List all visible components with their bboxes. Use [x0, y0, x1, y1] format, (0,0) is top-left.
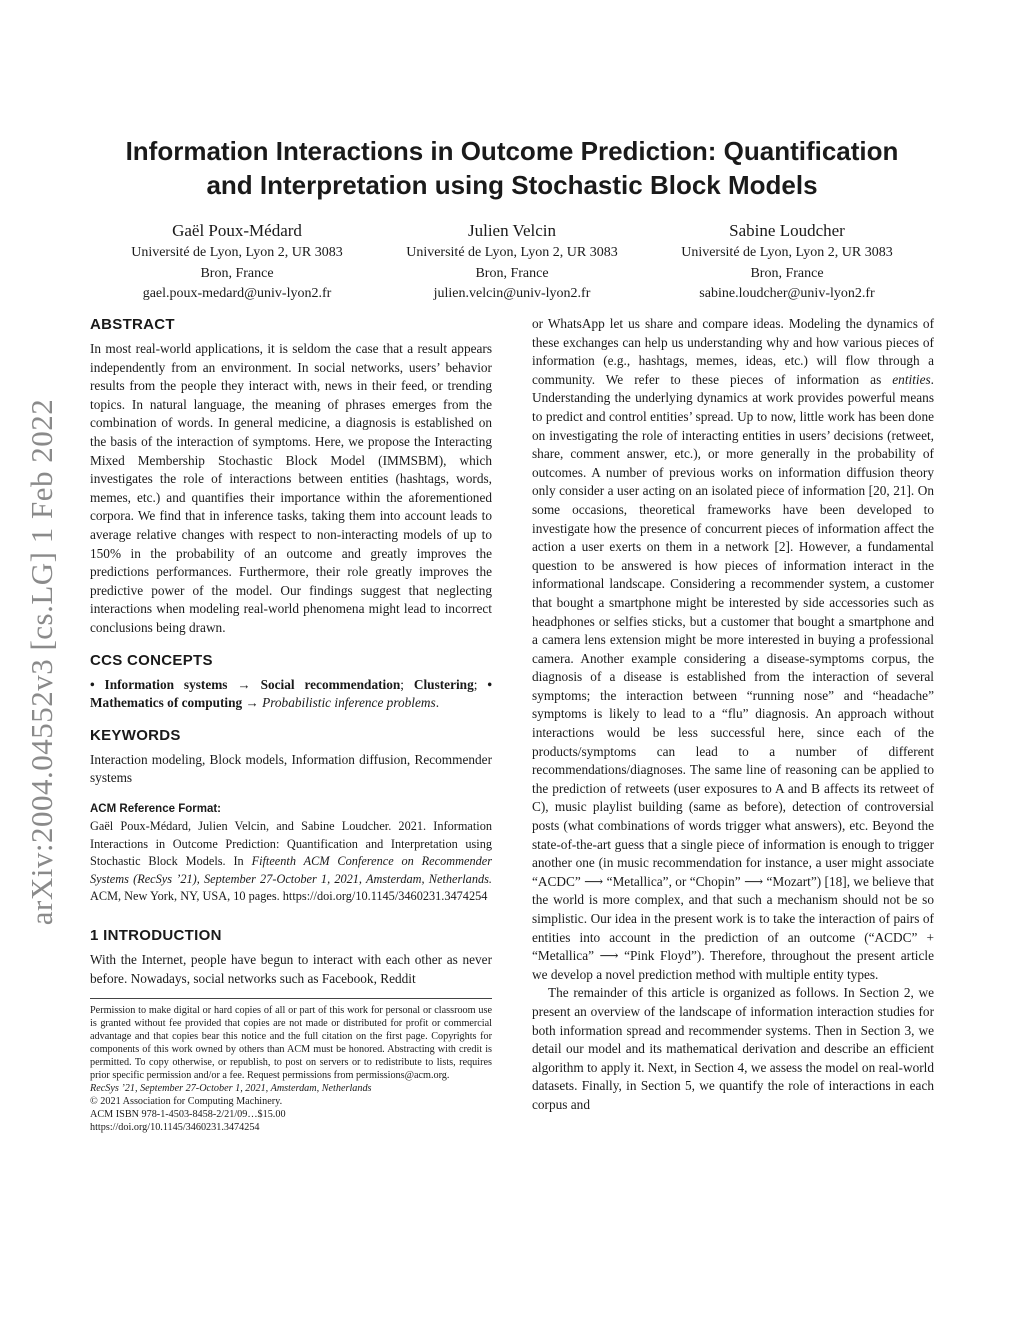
- author-name: Sabine Loudcher: [729, 221, 845, 240]
- ccs-arrow: →: [242, 695, 263, 711]
- emphasis: entities: [892, 371, 931, 387]
- footnote: [90, 998, 492, 1134]
- ccs-concept: • Mathematics of computing: [90, 676, 492, 711]
- acm-reference-heading: ACM Reference Format:: [90, 802, 221, 815]
- introduction-heading: 1 INTRODUCTION: [90, 926, 222, 944]
- ccs-concept: Clustering: [413, 676, 474, 692]
- doi-line: https://doi.org/10.1145/3460231.3474254: [90, 1122, 260, 1134]
- right-column: [532, 315, 934, 1115]
- ccs-separator: ;: [400, 676, 414, 692]
- copyright-line: © 2021 Association for Computing Machinery.: [90, 1096, 283, 1108]
- ccs-separator: ;: [473, 676, 488, 692]
- keywords-heading: KEYWORDS: [90, 726, 181, 744]
- author-email: gael.poux-medard@univ-lyon2.fr: [142, 286, 332, 302]
- author-name: Julien Velcin: [468, 221, 556, 240]
- author-block: [97, 219, 377, 305]
- ccs-concept: • Information systems → Social recommendation: [90, 676, 401, 692]
- introduction-paragraph: The remainder of this article is organized as follows. In Section 2, we present an overview of the landscape of information interaction studies for both information spread and recommender systems. Then in Section 3, we detail our model and its mathematical derivation and describe an efficient algorithm to apply it. Next, in Section 4, we assess the model on real-world datasets. Finally, in Section 5, we quantify the role of interactions in each corpus and: [532, 985, 934, 1112]
- text-run: or WhatsApp let us share and compare ideas. Modeling the dynamics of these exchanges can help us understanding why and how various pieces of information (e.g., hashtags, memes, ideas, etc.) will flow through a community. We refer to these pieces of information as: [532, 316, 934, 387]
- title-line-1: Information Interactions in Outcome Prediction: Quantification: [125, 136, 899, 166]
- author-name: Gaël Poux-Médard: [172, 221, 302, 240]
- ccs-concepts: [90, 676, 492, 713]
- isbn-line: ACM ISBN 978-1-4503-8458-2/21/09…$15.00: [90, 1109, 286, 1121]
- permission-notice: Permission to make digital or hard copies of all or part of this work for personal or classroom use is granted without fee provided that copies are not made or distributed for profit or commercial advantage and that copies bear this notice and the full citation on the first page. Copyrights for components of this work owned by others than ACM must be honored. Abstracting with credit is permitted. To copy otherwise, or republish, to post on servers or to redistribute to lists, requires prior specific permission and/or a fee. Request permissions from permissions@acm.org.: [90, 1005, 492, 1082]
- author-affiliation: Université de Lyon, Lyon 2, UR 3083: [681, 245, 893, 260]
- keywords-text: Interaction modeling, Block models, Information diffusion, Recommender systems: [90, 751, 492, 786]
- author-affiliation: Université de Lyon, Lyon 2, UR 3083: [406, 245, 618, 260]
- conference-line: [90, 1082, 492, 1095]
- author-affiliation: Université de Lyon, Lyon 2, UR 3083: [131, 245, 343, 260]
- acm-reference-part: Gaël Poux-Médard, Julien Velcin, and Sabine Loudcher. 2021. Information Interactions in Outcome Prediction: Quantification and Interpretation using Stochastic Block Models. In: [90, 819, 492, 869]
- author-email: julien.velcin@univ-lyon2.fr: [433, 286, 591, 302]
- ccs-end: .: [435, 695, 440, 711]
- abstract-text: In most real-world applications, it is seldom the case that a result appears independently from an environment. In social networks, users’ behavior results from the people they interact with, news in their feed, or trending topics. In natural language, the meaning of phrases emerges from the combination of words. In general medicine, a diagnosis is established on the basis of the interaction of symptoms. Here, we propose the Interacting Mixed Membership Stochastic Block Model (IMMSBM), which investigates the role of interactions between entities (hashtags, words, memes, etc.) and quantifies their importance within the aforementioned corpora. We find that in inference tasks, taking them into account leads to average relative changes with respect to non-interacting models of up to 150% in the probability of an outcome and greatly improves the predictions performances. Furthermore, their role greatly improves the predictive power of the model. Our findings suggest that neglecting interactions when modeling real-world phenomena might lead to incorrect conclusions being drawn.: [90, 341, 492, 635]
- acm-reference-part: ACM, New York, NY, USA, 10 pages. https://doi.org/10.1145/3460231.3474254: [90, 889, 488, 904]
- abstract-heading: ABSTRACT: [90, 316, 175, 333]
- author-location: Bron, France: [750, 265, 824, 281]
- title-line-2: and Interpretation using Stochastic Block Models: [206, 170, 818, 200]
- author-email: sabine.loudcher@univ-lyon2.fr: [699, 286, 875, 302]
- acm-reference-text: [90, 818, 492, 906]
- author-location: Bron, France: [200, 265, 274, 281]
- ccs-concept: Probabilistic inference problems: [262, 695, 436, 711]
- text-run: . Understanding the underlying dynamics at work provides powerful means to predict and control entities’ spread. Up to now, little work has been done on investigating the role of interacting entities in users’ decisions (retweet, share, comment answer, etc.), or more generally in the probability of outcomes. A number of previous works on information diffusion theory only consider a user acting on an isolated piece of information [20, 21]. On some occasions, theoretical frameworks have been developed to investigate how the presence of concurrent pieces of information affect the action a user exerts on them in a network [2]. However, a fundamental question to be answered is how pieces of information interact in the informational landscape. Considering a recommender system, a customer that bought a smartphone might be interested by side accessories such as headphones or selfies sticks, but a customer that bought a smartphone and a camera lens extension might be more interested in buying a professional camera. Another example considering a disease-symptoms corpus, the diagnosis of a disease is established from the interaction of several symptoms; the interaction between “running nose” and “headache” symptoms is likely to lead to a “flu” diagnosis. An approach without interactions would be less successful here, since each of the products/symptoms can lead to a number of different recommendations/diagnoses. The same line of reasoning can be applied to the prediction of retweets (user exposures to A and B affects its retweet of C), music playlist building (same as before), detection of controversial posts (what combinations of words trigger what answers), etc. Beyond the state-of-the-art guess that a single piece of information is enough to trigger another one (in music recommendation for instance, a user might associate “ACDC” ⟶ “Metallica”, or “Chopin” ⟶ “Mozart”) [18], we believe that the world is more complex, and that such a mechanism should not be so simplistic. Our idea in the present work is to take the interaction of pairs of entities into account in the prediction of an outcome (“ACDC” + “Metallica” ⟶ “Pink Floyd”). Therefore, throughout the present article we develop a novel prediction method with multiple entity types.: [532, 371, 934, 982]
- introduction-paragraph: [532, 315, 934, 984]
- acm-reference-venue: Fifteenth ACM Conference on Recommender Systems (RecSys ’21), September 27-October 1, 2021, Amsterdam, Netherlands.: [90, 854, 492, 886]
- conference-name: RecSys ’21, September 27-October 1, 2021, Amsterdam, Netherlands: [90, 1083, 372, 1095]
- author-location: Bron, France: [475, 265, 549, 281]
- left-column: [90, 315, 492, 1134]
- arxiv-stamp: [12, 362, 72, 962]
- arxiv-identifier: arXiv:2004.04552v3 [cs.LG] 1 Feb 2022: [24, 398, 59, 926]
- author-block: [372, 219, 652, 305]
- author-block: [647, 219, 927, 305]
- ccs-heading: CCS CONCEPTS: [90, 651, 213, 669]
- paper-title: [80, 134, 944, 202]
- introduction-text: With the Internet, people have begun to interact with each other as never before. Nowadays, social networks such as Facebook, Reddit: [90, 951, 492, 986]
